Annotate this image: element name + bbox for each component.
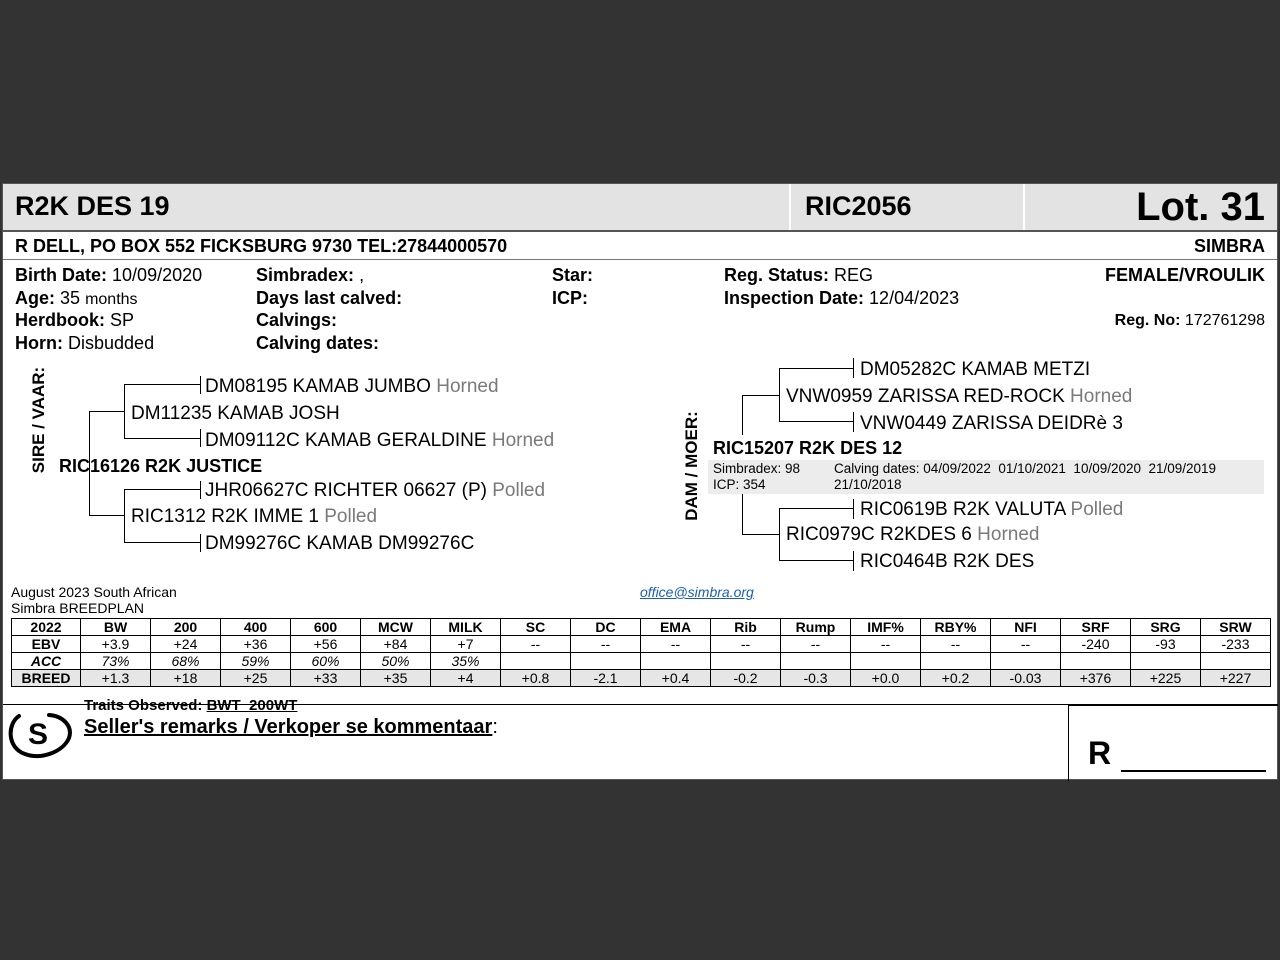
ebv-cell: 400 (221, 619, 291, 636)
owner-line: R DELL, PO BOX 552 FICKSBURG 9730 TEL:27844000570 (15, 236, 508, 256)
calvings: Calvings: (256, 310, 338, 330)
dam-sire: VNW0959 ZARISSA RED-ROCK Horned (786, 386, 1133, 407)
ebv-cell: NFI (991, 619, 1061, 636)
dam-dam-sire: RIC0619B R2K VALUTA Polled (860, 499, 1124, 520)
sire: RIC16126 R2K JUSTICE (59, 456, 263, 476)
ebv-cell (851, 653, 921, 670)
ebv-cell: IMF% (851, 619, 921, 636)
sire-dam: RIC1312 R2K IMME 1 Polled (131, 506, 378, 527)
ebv-cell: +36 (221, 636, 291, 653)
ebv-cell: -- (921, 636, 991, 653)
ebv-cell: 35% (431, 653, 501, 670)
logo-letter: S (27, 718, 49, 751)
ebv-cell: DC (571, 619, 641, 636)
ebv-cell: +33 (291, 670, 361, 687)
ebv-cell: SRG (1131, 619, 1201, 636)
ebv-cell: -233 (1201, 636, 1271, 653)
ebv-cell: +56 (291, 636, 361, 653)
ebv-row-label: EBV (12, 636, 81, 653)
ebv-cell: -- (501, 636, 571, 653)
horn: Horn: Disbudded (15, 333, 155, 353)
ebv-row-label: ACC (12, 653, 81, 670)
ebv-row-label: BREED (12, 670, 81, 687)
dam-dam-dam: RIC0464B R2K DES (860, 551, 1035, 572)
dam-sire-sire: DM05282C KAMAB METZI (860, 359, 1091, 380)
ebv-cell: +25 (221, 670, 291, 687)
dam-side-label: DAM / MOER: (682, 411, 701, 521)
ebv-cell: +227 (1201, 670, 1271, 687)
sex: FEMALE/VROULIK (1105, 265, 1265, 285)
ebv-row (12, 670, 1271, 687)
dam: RIC15207 R2K DES 12 (713, 438, 903, 458)
star: Star: (552, 265, 594, 285)
ebv-cell: 600 (291, 619, 361, 636)
ebv-cell: 68% (151, 653, 221, 670)
ebv-cell: SRF (1061, 619, 1131, 636)
ebv-cell: -93 (1131, 636, 1201, 653)
animal-reg-id: RIC2056 (805, 191, 912, 221)
ebv-cell (1061, 653, 1131, 670)
sire-side-label: SIRE / VAAR: (29, 366, 48, 474)
ebv-cell: MCW (361, 619, 431, 636)
days-last-calved: Days last calved: (256, 288, 403, 308)
ebv-cell: +0.0 (851, 670, 921, 687)
email-link[interactable]: office@simbra.org (640, 584, 754, 600)
ebv-cell (711, 653, 781, 670)
ebv-cell: Rib (711, 619, 781, 636)
ebv-cell: +0.8 (501, 670, 571, 687)
dam-info-box (708, 460, 1264, 494)
ebv-row (12, 636, 1271, 653)
inspection-date: Inspection Date: 12/04/2023 (724, 288, 960, 308)
breedplan-caption: August 2023 South African Simbra BREEDPLAN (11, 584, 177, 616)
ebv-cell: -240 (1061, 636, 1131, 653)
lot-number: Lot. 31 (1136, 185, 1265, 229)
ebv-cell (1201, 653, 1271, 670)
ebv-cell: +225 (1131, 670, 1201, 687)
ebv-cell: -- (711, 636, 781, 653)
ebv-cell: -- (571, 636, 641, 653)
ebv-cell: +1.3 (81, 670, 151, 687)
calving-dates: Calving dates: (256, 333, 380, 353)
price-prefix: R (1088, 735, 1112, 771)
header-band (3, 184, 1277, 232)
ebv-cell (991, 653, 1061, 670)
price-blank-line[interactable] (1121, 770, 1266, 772)
age: Age: 35 months (15, 288, 138, 308)
ebv-cell: +376 (1061, 670, 1131, 687)
simbradex: Simbradex: , (256, 265, 365, 285)
ebv-cell: 50% (361, 653, 431, 670)
ebv-cell (1131, 653, 1201, 670)
dam-dam: RIC0979C R2KDES 6 Horned (786, 524, 1040, 545)
ebv-cell: SRW (1201, 619, 1271, 636)
sire-sire: DM11235 KAMAB JOSH (131, 403, 340, 424)
ebv-cell: +7 (431, 636, 501, 653)
dam-sire-dam: VNW0449 ZARISSA DEIDRè 3 (860, 413, 1123, 434)
ebv-cell: 200 (151, 619, 221, 636)
icp: ICP: (552, 288, 588, 308)
ebv-cell: +18 (151, 670, 221, 687)
ebv-cell: +0.2 (921, 670, 991, 687)
sire-dam-dam: DM99276C KAMAB DM99276C (205, 533, 475, 554)
reg-status: Reg. Status: REG (724, 265, 874, 285)
ebv-cell: -0.3 (781, 670, 851, 687)
dam-calving-dates-cont: 21/10/2018 (834, 477, 902, 492)
ebv-table (11, 618, 1271, 687)
ebv-cell: 59% (221, 653, 291, 670)
ebv-cell: Rump (781, 619, 851, 636)
sellers-remarks: Seller's remarks / Verkoper se kommentaar: (84, 716, 498, 738)
ebv-row (12, 619, 1271, 636)
sire-dam-sire: JHR06627C RICHTER 06627 (P) Polled (205, 480, 546, 501)
ebv-cell: 73% (81, 653, 151, 670)
ebv-cell: +4 (431, 670, 501, 687)
ebv-cell: SC (501, 619, 571, 636)
ebv-cell: +24 (151, 636, 221, 653)
dam-simbradex: Simbradex: 98 (713, 461, 801, 476)
ebv-cell (921, 653, 991, 670)
breed-label: SIMBRA (1194, 236, 1265, 256)
ebv-cell: +3.9 (81, 636, 151, 653)
dam-icp: ICP: 354 (713, 477, 766, 492)
ebv-row-label: 2022 (12, 619, 81, 636)
reg-no: Reg. No: 172761298 (1114, 312, 1265, 329)
ebv-cell: -2.1 (571, 670, 641, 687)
ebv-cell: -- (641, 636, 711, 653)
ebv-cell (571, 653, 641, 670)
ebv-cell: BW (81, 619, 151, 636)
sire-sire-dam: DM09112C KAMAB GERALDINE Horned (205, 430, 555, 451)
birth-date: Birth Date: 10/09/2020 (15, 265, 203, 285)
ebv-cell: -- (781, 636, 851, 653)
herdbook: Herdbook: SP (15, 310, 135, 330)
sire-sire-sire: DM08195 KAMAB JUMBO Horned (205, 376, 499, 397)
dam-calving-dates: Calving dates: 04/09/2022 01/10/2021 10/09/2020 21/09/2019 (834, 461, 1217, 476)
ebv-row (12, 653, 1271, 670)
ebv-cell: +0.4 (641, 670, 711, 687)
ebv-cell: -0.2 (711, 670, 781, 687)
ebv-cell: RBY% (921, 619, 991, 636)
ebv-cell: +35 (361, 670, 431, 687)
ebv-cell: -- (851, 636, 921, 653)
ebv-cell: 60% (291, 653, 361, 670)
traits-observed: Traits Observed: BWT 200WT (84, 697, 298, 714)
ebv-cell: EMA (641, 619, 711, 636)
ebv-cell (641, 653, 711, 670)
ebv-cell: -- (991, 636, 1061, 653)
ebv-cell: -0.03 (991, 670, 1061, 687)
ebv-cell (781, 653, 851, 670)
lot-card (2, 183, 1278, 780)
animal-name: R2K DES 19 (15, 191, 170, 221)
ebv-cell (501, 653, 571, 670)
simbra-logo (5, 708, 75, 760)
ebv-cell: +84 (361, 636, 431, 653)
ebv-cell: MILK (431, 619, 501, 636)
